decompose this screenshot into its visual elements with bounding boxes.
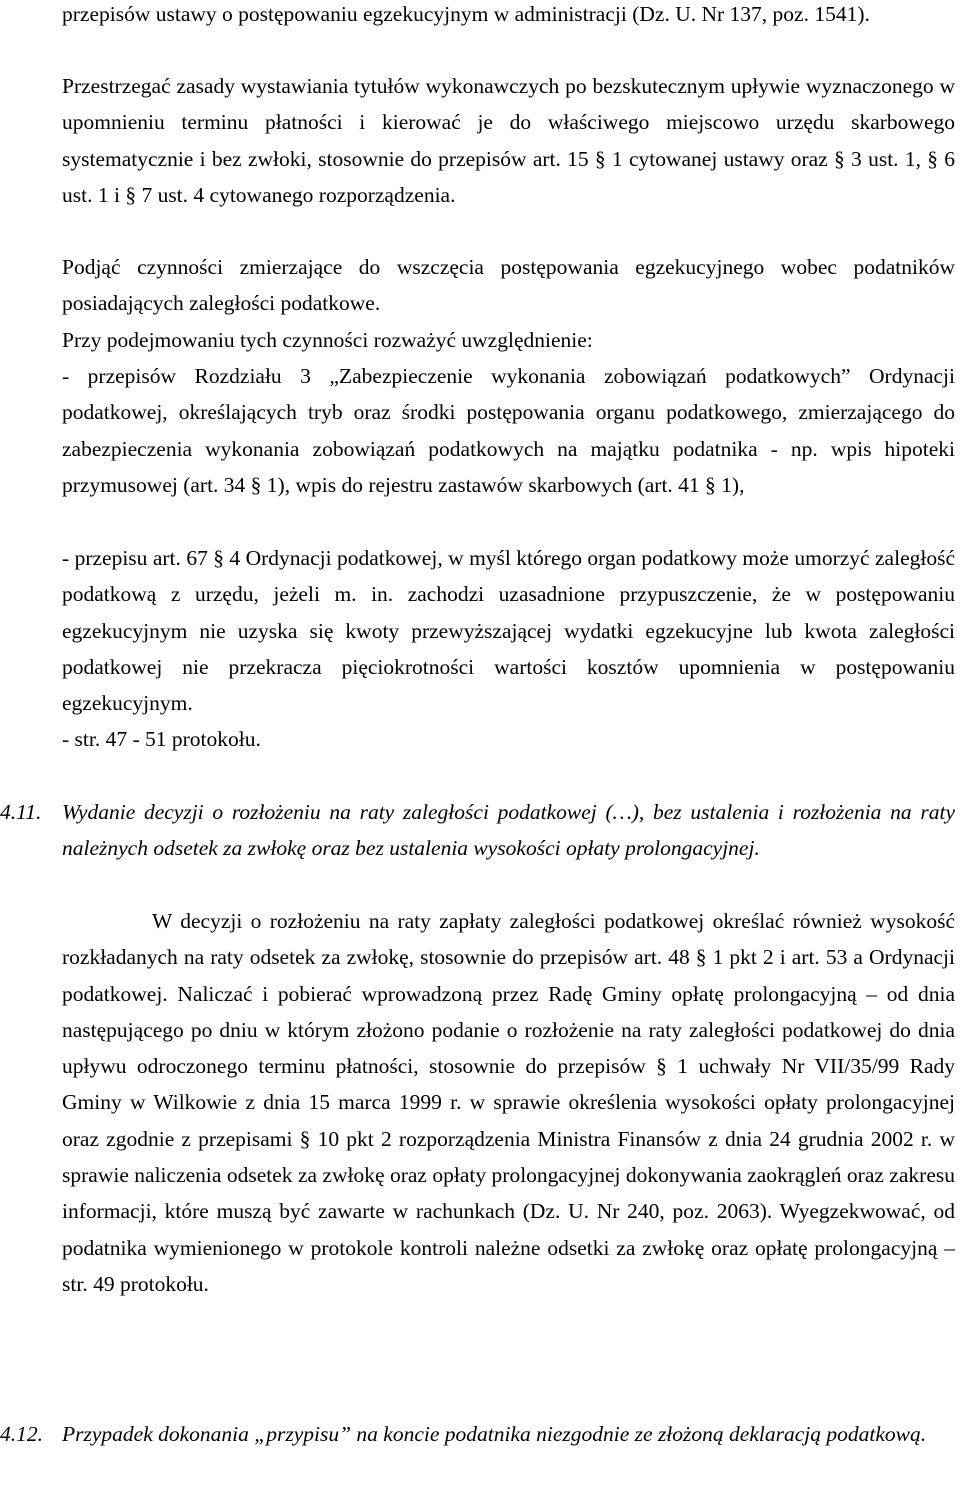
paragraph-continuation: przepisów ustawy o postępowaniu egzekucyjnym w administracji (Dz. U. Nr 137, poz. 1541).	[62, 2, 870, 26]
paragraph-security-rules: - przepisów Rozdziału 3 „Zabezpieczenie wykonania zobowiązań podatkowych” Ordynacji podatkowej, określających tryb oraz środki postępowania organu podatkowego, zmierzającego do zabezpieczenia wykonania zobowiązań podatkowych na majątku podatnika - np. wpis hipoteki przymusowej (art. 34 § 1), wpis do rejestru zastawów skarbowych (art. 41 § 1),	[62, 364, 955, 497]
section-number: 4.11.	[0, 800, 42, 824]
section-body: W decyzji o rozłożeniu na raty zapłaty zaległości podatkowej określać również wysokość rozkładanych na raty odsetek za zwłokę, stosownie do przepisów art. 48 § 1 pkt 2 i art. 53 a Ordynacji podatkowej. Naliczać i pobierać wprowadzoną przez Radę Gminy opłatę prolongacyjną – od dnia następującego po dniu w którym złożono podanie o rozłożenie na raty zaległości podatkowej do dnia upływu odroczonego terminu płatności, stosownie do przepisów § 1 uchwały Nr VII/35/99 Rady Gminy w Wilkowie z dnia 15 marca 1999 r. w sprawie określenia wysokości opłaty prolongacyjnej oraz zgodnie z przepisami § 10 pkt 2 rozporządzenia Ministra Finansów z dnia 24 grudnia 2002 r. w sprawie naliczenia odsetek za zwłokę oraz opłaty prolongacyjnej dokonywania zaokrągleń oraz zakresu informacji, które muszą być zawarte w rachunkach (Dz. U. Nr 240, poz. 2063). Wyegzekwować, od podatnika wymienionego w protokole kontroli należne odsetki za zwłokę oraz opłatę prolongacyjną – str. 49 protokołu.	[62, 909, 955, 1296]
paragraph-protocol-reference: - str. 47 - 51 protokołu.	[62, 727, 261, 751]
section-number: 4.12.	[0, 1422, 43, 1446]
paragraph-enforcement-actions: Podjąć czynności zmierzające do wszczęcia postępowania egzekucyjnego wobec podatników posiadających zaległości podatkowe.	[62, 255, 955, 316]
paragraph-consideration-intro: Przy podejmowaniu tych czynności rozważyć uwzględnienie:	[62, 328, 593, 352]
paragraph-enforcement-titles: Przestrzegać zasady wystawiania tytułów wykonawczych po bezskutecznym upływie wyznaczonego w upomnieniu terminu płatności i kierować je do właściwego miejscowo urzędu skarbowego systematycznie i bez zwłoki, stosownie do przepisów art. 15 § 1 cytowanej ustawy oraz § 3 ust. 1, § 6 ust. 1 i § 7 ust. 4 cytowanego rozporządzenia.	[62, 74, 955, 207]
section-title: Przypadek dokonania „przypisu” na koncie podatnika niezgodnie ze złożoną deklaracją podatkową.	[62, 1422, 927, 1446]
section-title: Wydanie decyzji o rozłożeniu na raty zaległości podatkowej (…), bez ustalenia i rozłożenia na raty należnych odsetek za zwłokę oraz bez ustalenia wysokości opłaty prolongacyjnej.	[62, 800, 955, 861]
paragraph-write-off-rules: - przepisu art. 67 § 4 Ordynacji podatkowej, w myśl którego organ podatkowy może umorzyć zaległość podatkową z urzędu, jeżeli m. in. zachodzi uzasadnione przypuszczenie, że w postępowaniu egzekucyjnym nie uzyska się kwoty przewyższającej wydatki egzekucyjne lub kwota zaległości podatkowej nie przekracza pięciokrotności wartości kosztów upomnienia w postępowaniu egzekucyjnym.	[62, 546, 955, 716]
